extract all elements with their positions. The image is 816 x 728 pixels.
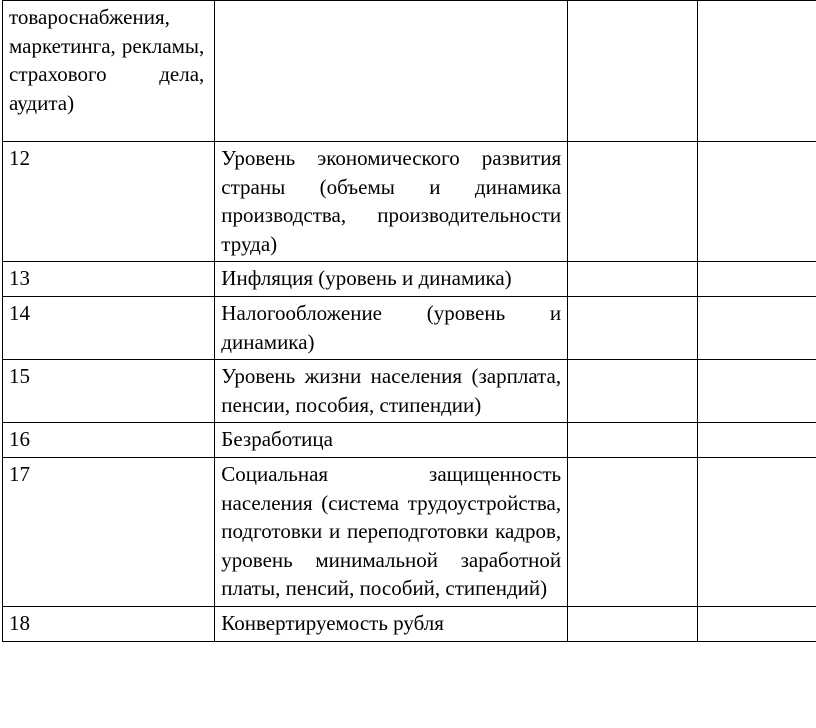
factor-name-cell: [215, 1, 568, 142]
table-row: [3, 262, 816, 297]
table-row: [3, 360, 816, 423]
value-cell: [697, 296, 816, 359]
row-continuation-text: товароснабжения, маркетинга, рекламы, страхового дела, аудита): [3, 1, 215, 142]
value-cell: [697, 423, 816, 458]
table-row: [3, 1, 816, 142]
factor-name-cell: Налогообложение (уровень и динамика): [215, 296, 568, 359]
factors-table: [2, 0, 816, 642]
table-row: [3, 296, 816, 359]
factor-name-cell: Социальная защищенность населения (система трудоустройства, подготовки и переподготовки кадров, уровень минимальной заработной платы, пенсий, пособий, стипендий): [215, 457, 568, 606]
value-cell: [697, 457, 816, 606]
value-cell: [568, 360, 697, 423]
row-number: 17: [3, 457, 215, 606]
factor-name-cell: Уровень жизни населения (зарплата, пенсии, пособия, стипендии): [215, 360, 568, 423]
table-row: [3, 423, 816, 458]
value-cell: [568, 457, 697, 606]
value-cell: [568, 142, 697, 262]
value-cell: [697, 1, 816, 142]
table-row: [3, 606, 816, 641]
value-cell: [697, 360, 816, 423]
value-cell: [568, 262, 697, 297]
factor-name-cell: Конвертируемость рубля: [215, 606, 568, 641]
value-cell: [568, 296, 697, 359]
factor-name-cell: Инфляция (уровень и динамика): [215, 262, 568, 297]
factor-name-cell: Безработица: [215, 423, 568, 458]
value-cell: [697, 262, 816, 297]
factor-name-cell: Уровень экономического развития страны (объемы и динамика производства, производительности труда): [215, 142, 568, 262]
value-cell: [697, 142, 816, 262]
value-cell: [697, 606, 816, 641]
row-number: 15: [3, 360, 215, 423]
row-number: 16: [3, 423, 215, 458]
row-number: 14: [3, 296, 215, 359]
value-cell: [568, 606, 697, 641]
row-number: 13: [3, 262, 215, 297]
table-row: [3, 142, 816, 262]
row-number: 12: [3, 142, 215, 262]
table-row: [3, 457, 816, 606]
value-cell: [568, 423, 697, 458]
value-cell: [568, 1, 697, 142]
row-number: 18: [3, 606, 215, 641]
